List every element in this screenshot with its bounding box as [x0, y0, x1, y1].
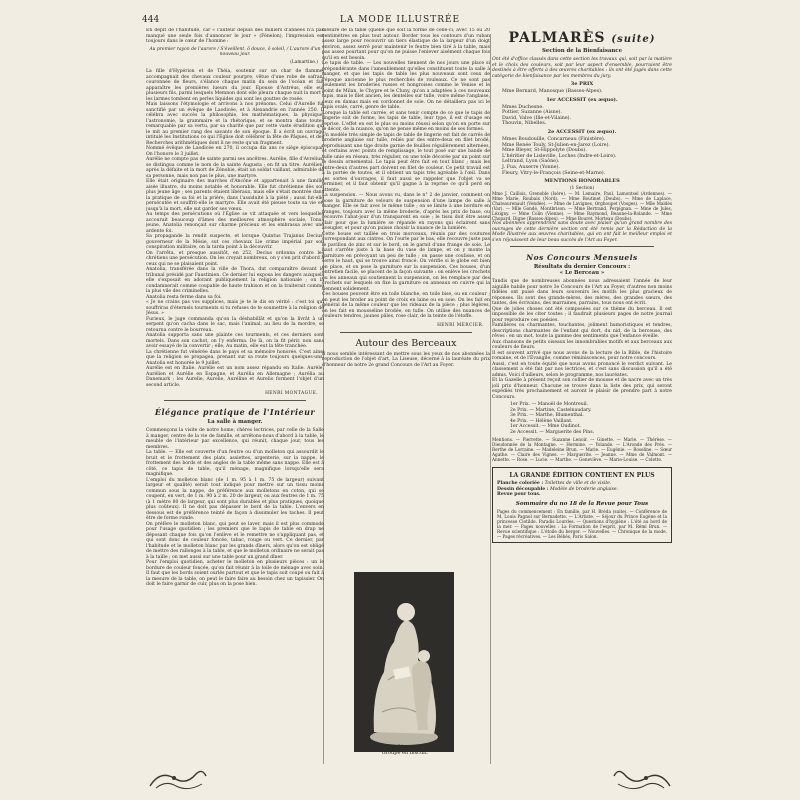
paragraph: La chrétienne fut vénérée dans le pays et sa mémoire honorée. C'est ainsi que la religion se propagea, prenant sur sa route toujours quelques-uns. Anatolia est honorée le 9 juillet.	[146, 349, 324, 366]
box-line	[497, 492, 667, 498]
paragraph: Elle était originaire des marches d'Ancône et appartenait à une famille aisée illustre, du moins notable et honorable. Elle fut chrétienne dès son plus jeune âge ; ses parents étaient libéraux, mais elle s'était montrée dans la pratique de sa foi et la prière, dans l'assiduité à la piété ; aussi fut-elle persécutée et souffrit-elle le martyre. Elle avait été pieuse toute sa vie et, jusqu'à la mort, elle sut garder ses vœux.	[146, 179, 324, 212]
column-divider	[490, 34, 491, 764]
prize-heading: 2e ACCESSIT (ex æquo).	[547, 128, 617, 135]
journal-title: LA MODE ILLUSTRÉE	[339, 15, 461, 25]
prize-list	[492, 137, 672, 176]
paragraph: Tandis que de nombreuses abonnées nous adressaient l'année de leur aiguille habile pour notre 3e Concours de l'Art au Foyer, d'autres non moins fidèles ont puisé dans leurs souvenirs les motifs les plus gracieux de réponses. Ils sont des grands-mères, des mères, des grandes sœurs, des tantes, des écrivains, des marraines, parrains, tous nous ont écrit.	[492, 279, 672, 307]
paragraph: La suspension. — Nous avons vu, dans le n° 2 de janvier, comment on pose la garniture de velours de suspension d'une lampe de salle à manger. Elle se fait avec le même tulle ; on se limite à une bordure en franges, toujours avec la même broderie, d'après les prix de base, ou recouvre l'abat-jour d'un transparent en soie ; le tissu doit être assez clair pour que la lumière se répande en rayons qui éclairent sans aveugler, et pour qu'on puisse choisir la nuance de la lumière.	[322, 193, 490, 231]
box-line-label: Planche coloriée :	[497, 481, 544, 487]
paragraph: Aussi, c'est en toute équité que nous avons prononcé le verdict suivant. Le classement a été fait par nos lectrices, et c'est sans discussion qu'il a été admis. Voici d'ailleurs, selon le programme, nos lauréates.	[492, 361, 672, 378]
paragraph: Pour l'emploi quotidien, acheter le molleton en plusieurs pièces : un le bordure de couleur foncée, qu'on fait réunir à la toile de ménage avec soin. Il faut que les bords soient ourlés partout et que le tapis soit coupé ou fait à la mesure de la table, on peut le faire faire au besoin chez un tapissier. On doit le faire garnir de cuir, plus on la pose bien.	[146, 560, 324, 588]
paragraph: Au temps des persécutions où l'Église se vit attaquée et vers lesquelles accourait beaucoup d'âmes des meilleures atmosphère sociale, Tonus jeune, Anatolia renonçait sur charme précieux et les embrassa avec une ardente foi.	[146, 212, 324, 234]
paragraph: Sa propagande la rendit suspecte, et lorsque Quintus Trajanus Decius, gouverneur de la Mésie, sut ces chevaux Lie crime impérial par son conspiration militaire, on la tarda point à la découvrir.	[146, 234, 324, 251]
flourish-left-icon	[146, 766, 210, 794]
paragraph: mesure de la table (quelle que soit la forme de celle-ci, avec 15 ou 20 centimètres en plus tout autour. Border tous les contours d'un ruban assez large pour recouvrir un tiers élastique de la largeur d'un doigt environ, assez serré pour maintenir le feutre bien tiré à la table, mais pas assez pourtant pour qu'on ne puisse l'enlever aisément chaque fois qu'il en est besoin.	[322, 28, 490, 61]
palmares-title-text: PALMARÈS	[508, 30, 606, 46]
paragraph: Le tapis de table. — Les nouvelles tiennent de nos jours une place si prépondérante dans l'ameublement qu'elles constituent toute la salle à manger, et que les tapis de table les plus nouveaux sont ceux de l'époque ancienne le plus recherchés de rouleaux. Ce ne sont pas seulement les broderies russes et hongroises comme le Venise et le point de Milan, le Chypre et le Cluny, qu'on a adaptées à ces nouveaux tapis, mais le filet ancien, les dentelles sur tulle, voire même l'anglaise, ceux en damas mais en cordonnet de soie. On ne détaillera pas ici le tapis ovale, carré, genre de table.	[322, 61, 490, 110]
paragraph: Et la Gazelle à présent reçoit son collier de mousse et de nacre avec un très joli prix d'honneur. Chacune se trouve dans la liste des prix, qui seront expédiés très prochainement et auront le plaisir de prendre part à notre Concours.	[492, 378, 672, 400]
winner-entry: Mmes Boudouille, Concarneau (Finistère).	[502, 136, 606, 142]
concours-prize: 2e Prix. — Martine, Castelnaudary.	[510, 407, 592, 413]
paragraph: Ces bouses peuvent être en toile blanche, en toile bise, ou en couleur ; on peut les broder au point de croix en laine ou en soie. On les fait en général de la même couleur que les rideaux de la pièce ; plus légères, on les fait en mousseline brodée, en tulle. On utilise des nuances de couleurs tendres, jaunes pâles, rose clair, de la teinte de l'étoffe.	[322, 292, 490, 319]
summary-heading: Sommaire du no 18 de la Revue pour Tous	[515, 500, 649, 507]
paragraph: Il nous semble intéressant de mettre sous les yeux de nos abonnées la reproduction de l'objet d'art, La Liseuse, décerné à la lauréate du prix d'honneur de notre 2e grand Concours de l'Art au Foyer.	[322, 351, 490, 368]
paragraph: Nos abonnées apprendront sans doute avec plaisir qu'un grand nombre des ouvrages de cette dernière section ont été remis par la Rédaction de la Mode Illustrée aux œuvres charitables, qui en ont fait le meilleur emploi et s'en réjouissent de leur beau succès de l'Art au Foyer.	[492, 221, 672, 243]
verse-attribution: (Lamartine.)	[290, 60, 318, 66]
paragraph: Ont été d'office classés dans cette section les travaux qui, soit par la matière et le choix des couleurs, soit par leur aspect d'ensemble, pourraient être destinés à être offerts à des œuvres charitables : ils ont été jugés dans cette catégorie de bienfaisance par les membres du jury.	[492, 57, 672, 79]
palmares-subtitle: Section de la Bienfaisance	[542, 48, 622, 54]
box-line-text: Toilettes de ville et de visite.	[544, 481, 612, 487]
box-title: LA GRANDE ÉDITION CONTIENT EN PLUS	[509, 472, 655, 480]
statuette-illustration	[354, 572, 454, 752]
paragraph: Aurélie est en Italie. Aurélie est un nom assez répandu en Italie. Aurèle, Aurélien et Aurélie en Espagne, et Aurélia en Allemagne ; Aurélia au Danemark ; les Aurelie, Aurelie, Auréline et Aurelio forment l'objet d'un second article.	[146, 366, 324, 388]
winner-entry: Thouvin, Nibelles.	[502, 121, 547, 127]
paragraph: En dépit de l'habitude, car « l'auteur depuis des milliers d'années n'a pas manqué une seule fois d'annoncer le jour » (Fénelon), l'impression est toujours dans le cœur de l'homme :	[146, 28, 324, 44]
paragraph: Familières ou charmantes, touchantes, joliment humoristiques et tendres, descriptions charmantes de l'enfant qui dort, du nid, de la berceuse, des rêves : en un mot, toute la gamme des sentiments que l'enfance éveille.	[492, 323, 672, 340]
grande-edition-box	[492, 467, 672, 543]
author-signature: HENRI MONTAGUE.	[265, 391, 318, 397]
divider	[510, 246, 654, 247]
concours-prize: 3e Prix. — Marthe, Blumenthal.	[510, 413, 584, 419]
paragraph: On préfère le molleton blanc, qui peut se laver, mais il est plus commode pour l'usage quotidien ; les premiers que le tapis de table en drap ne déposant chaque fois qu'on l'enlève et le remettre ne s'appliquant pas, et qui sont donc de couleur foncée, tabac, rouge ou vert. Ce dernier, par l'habitude et le molleton blanc par les grands dîners, alors qu'on est obligé de mettre des rallonges à la table, et que le molleton ordinaire ne serait pas à la taille ; on met aussi sur une table pour un grand dîner.	[146, 521, 324, 560]
concours-prize: 1er Accessit. — Mme Oudinot.	[510, 424, 581, 430]
paragraph: La table. — Elle est couverte d'un feutre ou d'un molleton qui assourdit le bruit et le frottement des plats, assiettes, argenterie, sur la nappe, le frottement des bords et des angles de la table même sans nappe. Elle est à côté, ce tapis de table, qu'il ménage, magnifique lorsqu'elle sera magnifique.	[146, 450, 324, 478]
paragraph: Il est souvent arrivé que nous avons de la lecture de la Bible, de l'histoire romaine, et de l'Évangile, comme réminiscences, pour notre concours.	[492, 350, 672, 362]
box-line-label: Revue pour tous.	[497, 492, 541, 498]
divider	[164, 400, 306, 401]
flourish-right-icon	[610, 766, 674, 794]
paragraph: Furieux, le juge commanda qu'on la déshabillât et qu'on la livrât à un serpent qu'on cacha dans le sac, mais l'animal, au lieu de la mordre, se retourna contre le bourreau.	[146, 316, 324, 333]
figure-caption	[340, 744, 470, 756]
left-column	[146, 28, 324, 768]
statuette-drawing	[354, 572, 454, 752]
palmares-title	[492, 30, 672, 46]
winner-entry: Pottier, Suzanne (Aisne).	[502, 110, 562, 116]
page-number: 444	[142, 15, 160, 25]
paragraph: Cette bouse est taillée en trois morceaux, réunis par des coutures correspondant aux cintres. On l'ourle par le bas, elle recouvre juste pas le pavillon de zinc et sur le bord, on le garnit d'une frange de soie. Le haut s'arrête juste à la base du vase de lampe, et on y monte la garniture en prévoyant un peu de tulle ; on passe une coulisse, et on serre le haut, qui se trouve ainsi froncé. On vérifie si le globe est bien en place, et on pose la garniture sur la suspension. Ces bouses, d'un entretien facile, se placent de la façon suivante : on enlève les crochets ou les anneaux qui soutiennent la suspension, on les remplace par des crochets sur lesquels on fixe la garniture ou anneaux en cuivre qui la tiennent solidement.	[322, 231, 490, 292]
paragraph: Nommé évêque de Laodicée en 270, il occupa dix ans ce siège épiscopal. On l'honore le 3 juillet.	[146, 146, 324, 157]
paragraph: On l'arrêta, et presque aussitôt, en 252, Decius ordonna contre les chrétiens une persécution. On les croyait nombreux, on y s'en prit d'abord à ceux qui ne se plaisaient point.	[146, 250, 324, 267]
prize-heading: 3e PRIX	[570, 81, 594, 87]
paragraph: Mais laissons l'étymologie et arrivons à nos prénoms. Celui d'Aurelle fut sanctifié par un évêque de Laodicée, et à Alexandrie en l'année 250. Il célébra avec succès la philosophie, les mathématiques, la physique, l'astronomie, la grammaire et la rhétorique, et se montra dans toutes remarquable par sa vertu, par sa charité que par cette vaste érudition qui le mit au premier rang des savants de son époque. Il a écrit un ouvrage intitulé les Institutions ce qui l'Église doit célébrer la fête de Pâques, et des Recherches arithmétiques dont il ne reste qu'un fragment.	[146, 102, 324, 146]
paragraph: Anatolia, transférée dans la ville de Thora, dut comparaître devant le tribunal présidé par Faustinien. Ce dernier lui exposa les dangers auxquels elle s'exposait en adorant publiquement la religion nationale ; on la condamnerait comme coupable de haute trahison et on la traiterait comme la plus vile des criminelles.	[146, 267, 324, 295]
figure-caption-subtitle: Groupe en biscuit.	[381, 750, 429, 756]
winner-entry: Mmes Duchesne.	[502, 104, 544, 110]
concours-prize: 1er Prix. — Manoël de Montreuil.	[510, 402, 589, 408]
author-signature: HENRI MERCIER.	[437, 322, 484, 328]
running-head	[0, 0, 800, 30]
feature-title: Autour des Berceaux	[355, 337, 457, 349]
paragraph: Commençons la visite de notre home, chères lectrices, par celle de la Salle à manger, centre de la vie de famille, et arrêtons-nous d'abord à la table, le meuble de l'intérieur par excellence, qui réunit, chaque jour, tous les membres.	[146, 428, 324, 450]
mentions-list: Mme J. Caillois, Grenoble (Isère). — M. Lemaire, Paul, Lamontsel (Ardennes). — Mme Marie, Roubaix (Nord). — Mme Boutinet (Doubs). — Mme de Laplace, Chateaurenault (Vendée). — Mme de Lavignes, Orghoupet (Vosges). — Mlle Maldès (Var). — Mlle Gondé, Montbrison. — Mme Bertrand, Perpignan. — Mme de Jules, Lézigny. — Mme Colin (Vienne). — Mme Raymond, Beaune-la-Rolande. — Mme Chopard, Digne (Basses-Alpes). — Mme Bouret, Morteau (Doubs).	[492, 191, 672, 222]
prize-heading: 1er ACCESSIT (ex æquo).	[546, 96, 618, 103]
mentions-subheading: (1 Section)	[569, 186, 595, 192]
winner-entry: L'héritier de Lisleville, Loches (Indre-et-Loire).	[502, 153, 617, 159]
divider	[340, 332, 472, 333]
paragraph: Aux chansons de petits oiseaux les innombrables motifs et aux berceaux aux couleurs de fleurs.	[492, 339, 672, 351]
concours-title: Nos Concours Mensuels	[526, 253, 638, 263]
winner-entry: Fleury, Vitry-le-François (Seine-et-Marne).	[502, 170, 606, 176]
concours-prize-list	[510, 402, 672, 435]
paragraph: « Je ne crains pas vos supplices, mais je te le dis en vérité : c'est toi qui souffriras d'éternels tourments si tu refuses de te soumettre à la religion de Jésus. »	[146, 300, 324, 317]
concours-prize: 4e Prix. — Hélène Vaillant.	[510, 418, 573, 424]
winner-entry: Leltrand, Lyon (Saône).	[502, 159, 560, 165]
winner-entry: Mme Renée Touly, St-Julien-en-Jarez (Loire).	[502, 142, 611, 148]
winner-entry: J. Fua, Auxerre (Yonne).	[502, 164, 560, 170]
paragraph: Anatolia resta ferme dans sa foi.	[146, 294, 222, 300]
mentions-heading: MENTIONS HONORABLES	[544, 178, 620, 185]
paragraph: La fille d'Hypérion et de Théia, soutenir sur un char de flamme, accompagnait des chevaux couleur pourpre, vêtue d'une robe de safran, couronnée de fleurs, s'élance chaque matin du sein de l'océan et fait apparaître les premières lueurs du jour. Épouse d'Astréus, elle eut plusieurs fils, parmi lesquels Memnon dont elle pleura chaque nuit la mort ; les larmes tombent en perles liquides qui sont les gouttes de rosée.	[146, 69, 324, 102]
paragraph: Que de jolies choses ont été composées sur ce thème du berceau. Il est impossible de les citer toutes ; il faudrait plusieurs pages de notre journal pour reproduire ces poésies.	[492, 306, 672, 323]
box-line-text: Modèle de broderie anglaise.	[549, 486, 619, 492]
verse-quote: Au premier rayon de l'aurore / S'éveillent, ô douce, ô soleil, / L'aurore d'un nouveau jour.	[149, 46, 321, 57]
box-line-label: Dessin découpable :	[497, 486, 549, 492]
figure-caption-title: La Liseuse.	[389, 744, 421, 750]
palmares-title-suffix: (suite)	[611, 34, 656, 45]
paragraph: Anatolia supporta sans une plainte ces tourments, et ces derniers sont mortels. Dans son cachot, on l'y enferma. De là, on la fit périr, non sans avoir essayé de la convertir ; elle, Au matin, elle eut la tête tranchée.	[146, 333, 324, 350]
concours-subtitle: Résultats du dernier Concours :	[533, 264, 631, 271]
paragraph: Aurélie ne compte pas de sainte parmi ses ancêtres. Aurélie, fille d'Avrelius, se distingua comme le nom de la sainte Augusta ; en fit un titre. Aurélien, après la défaite et la mort de Zénobie, était un soldat vaillant, admirable de sa personne, mais non pas le plus, une martyre.	[146, 157, 324, 179]
section-title: Élégance pratique de l'Intérieur	[154, 407, 316, 418]
right-column	[492, 28, 672, 768]
concours-prize: 2e Accessit. — Marguerite des Pins.	[510, 429, 595, 435]
winner-entry: Mme Bleyer, St-Hippolyte (Doubs).	[502, 148, 587, 154]
summary-body: Pages du commencement : En famille, par H. Bréda (suite). — Conférence de M. Louis Pagnol sur Bernadette. — L'Artiste. — Séjour du Prince Eugène et la princesse Clotilde. Paradis Lourdes. — Questions d'hygiène : L'été au bord de la mer. — Pages nouvelles : La Formation de l'esprit, par M. Rémi Brun. — Revue scientifique : L'étoile du berger. — Nouvelles. — Chronique de la mode. — Pages récréatives. — Les Bébés, Paris Salon.	[497, 508, 667, 539]
paragraph: Un modèle très simple de tapis de table de lingerie est fait de carrés de broderie anglaise sur tulle, reliés par des entre-deux en filet brodé, reproduisant une tige droite garnie de feuilles régulièrement alternées, et certains avec points de remplissage, le tout posé sur une bande de tulle unie en réseau, très régulier, ou une toile décorée par un point sur le dessin ornemental. Le tapis peut être fait en tout blanc ; mais les entre-deux d'autres part doivent en filet de couleur. Ce petit travail est à la portée de toutes, et il obtient un tapis très agréable à l'œil. Dans ces sortes d'ouvrages, il faut aussi se rappeler que l'objet va se terminer, et il faut obtenir qu'il gagne à la reprise ce qu'il perd en attente.	[322, 132, 490, 193]
winner-entry: David, Valve (Ille-et-Vilaine).	[502, 115, 572, 121]
winner-entry: Mme Bernard, Manosque (Basses-Alpes).	[502, 89, 603, 94]
paragraph: L'emploi du molleton blanc (de 1 m. 95 à 1 m. 75 de largeur) suivant largeur et qualité) serait tout indiqué pour mettre sur un tissu moins commun sous la nappe, de préférence aux molletons en coton, qui se coupent, en vert, de 1 m. 90 à 2 m. 20 de largeur, ou aux feutres de 1 m. 75 (à 1 mètre 80 de largeur, qui sont plus durables et plus pratiques, quoique plus coûteux). Il ne doit pas dépasser le bord de la table. L'envers en dessous est de préférence teinté de façon à dissimuler les taches. Il peut être de forme ronde.	[146, 477, 324, 522]
section-subtitle: La salle à manger.	[207, 419, 263, 426]
paragraph: Lorsque la table est carrée, et sans tenir compte de ce que le tapis de lingerie soit de forme, les tapis de table, leur type, il est d'usage en reprise. L'effet en est le plus ou moins réussi selon qu'on en porte sur le décor, de la nuance, qu'on ne pense même en moins de ses formes.	[322, 110, 490, 132]
prize-list	[492, 89, 672, 127]
concours-mentions: Mentions. — Pierrette. — Suzanne Lenoir. — Ginette. — Marie. — Thérèse. — Dieudonnée de la Montagne. — Hermine. — Yolande. — L'Aronde des Prés. — Berthe de Lorraine. — Madeleine Brun. — Marie. — Eugénie. — Roseline. — Sœur Agathe. — Claire des Vignes. — Marguerite. — Jeanne. — Mme de Valmont. — Annette. — Rose. — Lucie. — Marthe. — Geneviève. — Marie-Louise. — Colette.	[492, 437, 672, 463]
concours-theme: « Le Berceau »	[559, 270, 605, 277]
